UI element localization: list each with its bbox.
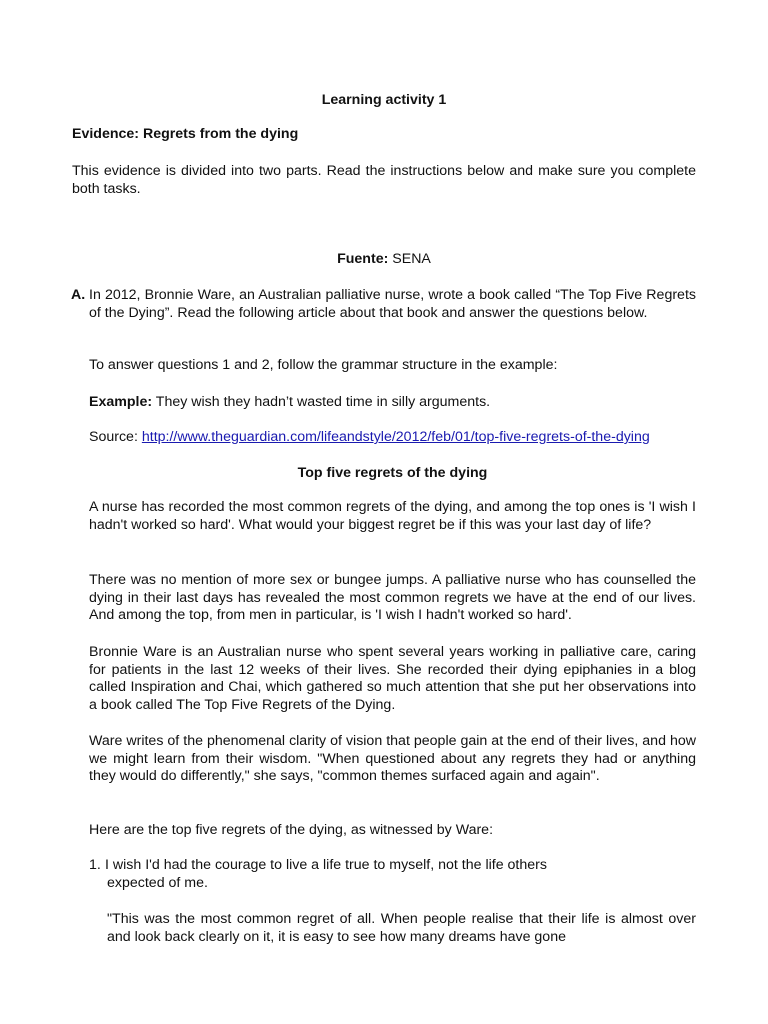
example-label: Example:: [89, 394, 153, 410]
article-paragraph: Here are the top five regrets of the dying, as witnessed by Ware:: [89, 822, 494, 838]
source-link-line: [89, 429, 709, 447]
fuente-value: SENA: [392, 251, 431, 267]
article-paragraph: Bronnie Ware is an Australian nurse who spent several years working in palliative care, caring for patients in the last 12 weeks of their lives. She recorded their dying epiphanies in a blog called Inspiration and Chai, which gathered so much attention that she put her observations into a book called The Top Five Regrets of the Dying.: [89, 644, 696, 713]
regret-1-heading-continued: expected of me.: [107, 875, 208, 891]
regret-1-quote: "This was the most common regret of all. When people realise that their life is almost over and look back clearly on it, it is easy to see how many dreams have gone: [107, 911, 696, 945]
evidence-heading: Evidence: Regrets from the dying: [72, 126, 299, 142]
fuente-label: Fuente:: [337, 251, 389, 267]
article-paragraph: Ware writes of the phenomenal clarity of vision that people gain at the end of their lives, and how we might learn from their wisdom. "When questioned about any regrets they had or anything they would do differently," she says, "common themes surfaced again and again".: [89, 733, 696, 784]
intro-paragraph: This evidence is divided into two parts. Read the instructions below and make sure you complete both tasks.: [72, 163, 696, 197]
section-a-marker: A.: [71, 287, 86, 303]
article-title: Top five regrets of the dying: [297, 465, 488, 481]
grammar-instruction: To answer questions 1 and 2, follow the grammar structure in the example:: [89, 357, 558, 373]
section-a-text: In 2012, Bronnie Ware, an Australian palliative nurse, wrote a book called “The Top Five Regrets of the Dying”. Read the following article about that book and answer the questions below.: [89, 287, 696, 321]
article-paragraph: There was no mention of more sex or bungee jumps. A palliative nurse who has counselled the dying in their last days has revealed the most common regrets we have at the end of our lives. And among the top, from men in particular, is 'I wish I hadn't worked so hard'.: [89, 572, 696, 623]
source-line: [72, 251, 696, 269]
example-text: They wish they hadn’t wasted time in silly arguments.: [155, 394, 491, 410]
example-line: [89, 394, 696, 412]
source-label: Source:: [89, 429, 138, 445]
regret-1-number: 1.: [89, 857, 101, 873]
regret-1-heading: I wish I'd had the courage to live a life true to myself, not the life others: [105, 857, 547, 873]
source-link[interactable]: http://www.theguardian.com/lifeandstyle/2012/feb/01/top-five-regrets-of-the-dying: [141, 429, 650, 445]
article-paragraph: A nurse has recorded the most common regrets of the dying, and among the top ones is 'I wish I hadn't worked so hard'. What would your biggest regret be if this was your last day of life?: [89, 499, 696, 533]
page-title: Learning activity 1: [321, 92, 447, 108]
